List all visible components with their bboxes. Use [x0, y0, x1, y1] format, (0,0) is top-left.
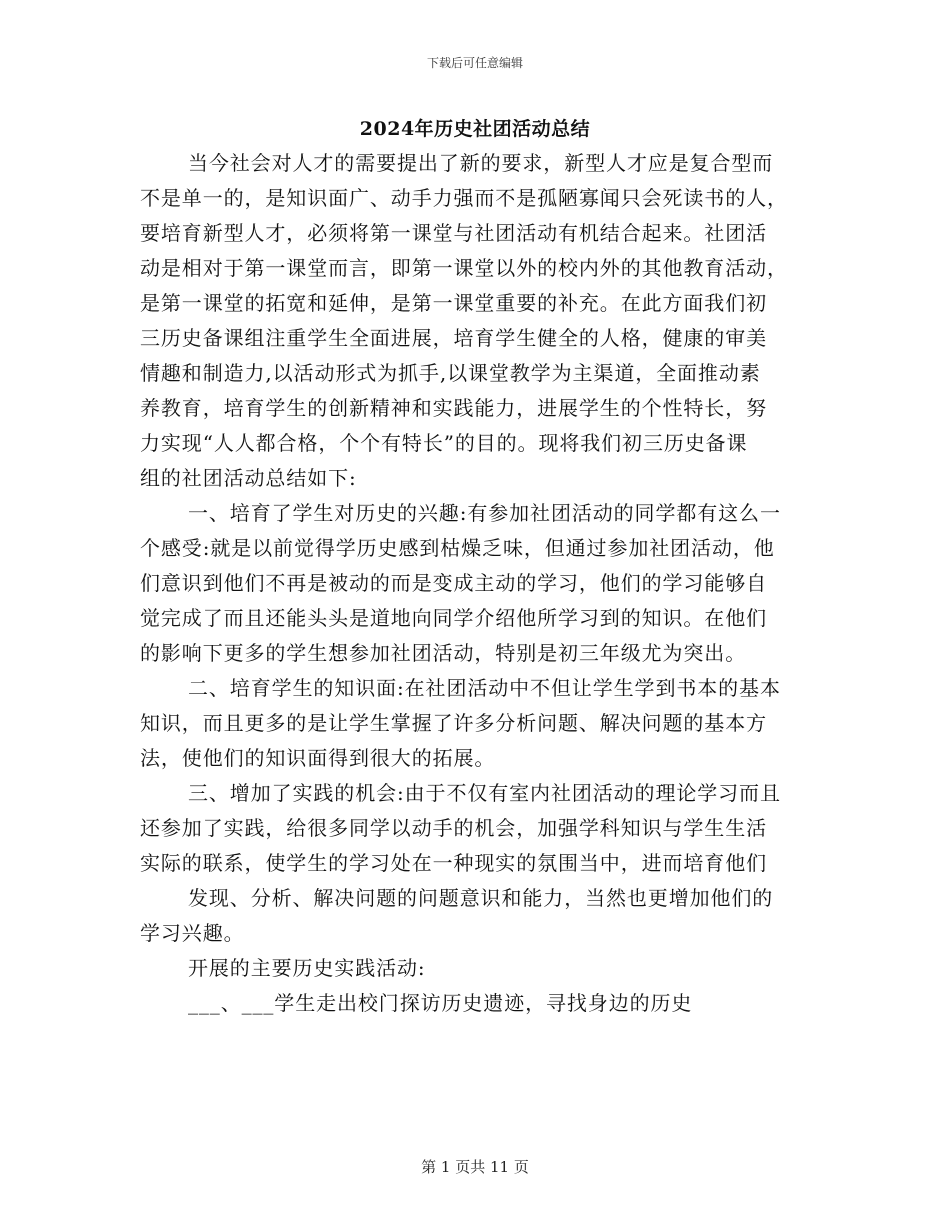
text-line: 组的社团活动总结如下: — [140, 466, 357, 490]
text-line: 法，使他们的知识面得到很大的拓展。 — [140, 746, 496, 770]
text-line: 动是相对于第一课堂而言，即第一课堂以外的校内外的其他教育活动， — [140, 256, 788, 280]
text-line: 不是单一的，是知识面广、动手力强而不是孤陋寡闻只会死读书的人， — [140, 186, 788, 210]
text-line: 养教育，培育学生的创新精神和实践能力，进展学生的个性特长，努 — [140, 396, 767, 420]
text-line: 三、增加了实践的机会:由于不仅有室内社团活动的理论学习而且 — [188, 781, 781, 805]
text-line: 是第一课堂的拓宽和延伸，是第一课堂重要的补充。在此方面我们初 — [140, 291, 767, 315]
text-line: 二、培育学生的知识面:在社团活动中不但让学生学到书本的基本 — [188, 676, 781, 700]
document-title: 2024年历史社团活动总结 — [359, 118, 591, 140]
text-line: 们意识到他们不再是被动的而是变成主动的学习，他们的学习能够自 — [140, 571, 767, 595]
text-line: 三历史备课组注重学生全面进展，培育学生健全的人格，健康的审美 — [140, 326, 767, 350]
text-line: 要培育新型人才，必须将第一课堂与社团活动有机结合起来。社团活 — [140, 221, 767, 245]
text-line: 个感受:就是以前觉得学历史感到枯燥乏味，但通过参加社团活动，他 — [140, 536, 775, 560]
text-line: 的影响下更多的学生想参加社团活动，特别是初三年级尤为突出。 — [140, 641, 747, 665]
text-line: 开展的主要历史实践活动: — [188, 956, 426, 980]
text-line: 力实现“人人都合格，个个有特长”的目的。现将我们初三历史备课 — [140, 431, 748, 455]
header-note: 下载后可任意编辑 — [426, 56, 523, 70]
document-body — [140, 146, 810, 1021]
text-line: 一、培育了学生对历史的兴趣:有参加社团活动的同学都有这么一 — [188, 501, 781, 525]
text-line: 学习兴趣。 — [140, 921, 245, 945]
text-line: 情趣和制造力,以活动形式为抓手,以课堂教学为主渠道，全面推动素 — [140, 361, 761, 385]
text-line: 觉完成了而且还能头头是道地向同学介绍他所学习到的知识。在他们 — [140, 606, 767, 630]
text-line: 发现、分析、解决问题的问题意识和能力，当然也更增加他们的 — [188, 886, 774, 910]
text-line: ___、___学生走出校门探访历史遗迹，寻找身边的历史 — [188, 991, 693, 1015]
text-line: 知识，而且更多的是让学生掌握了许多分析问题、解决问题的基本方 — [140, 711, 767, 735]
page-footer: 第 1 页共 11 页 — [421, 1158, 529, 1176]
text-line: 还参加了实践，给很多同学以动手的机会，加强学科知识与学生生活 — [140, 816, 767, 840]
text-line: 当今社会对人才的需要提出了新的要求，新型人才应是复合型而 — [188, 151, 774, 175]
text-line: 实际的联系，使学生的学习处在一种现实的氛围当中，进而培育他们 — [140, 851, 767, 875]
